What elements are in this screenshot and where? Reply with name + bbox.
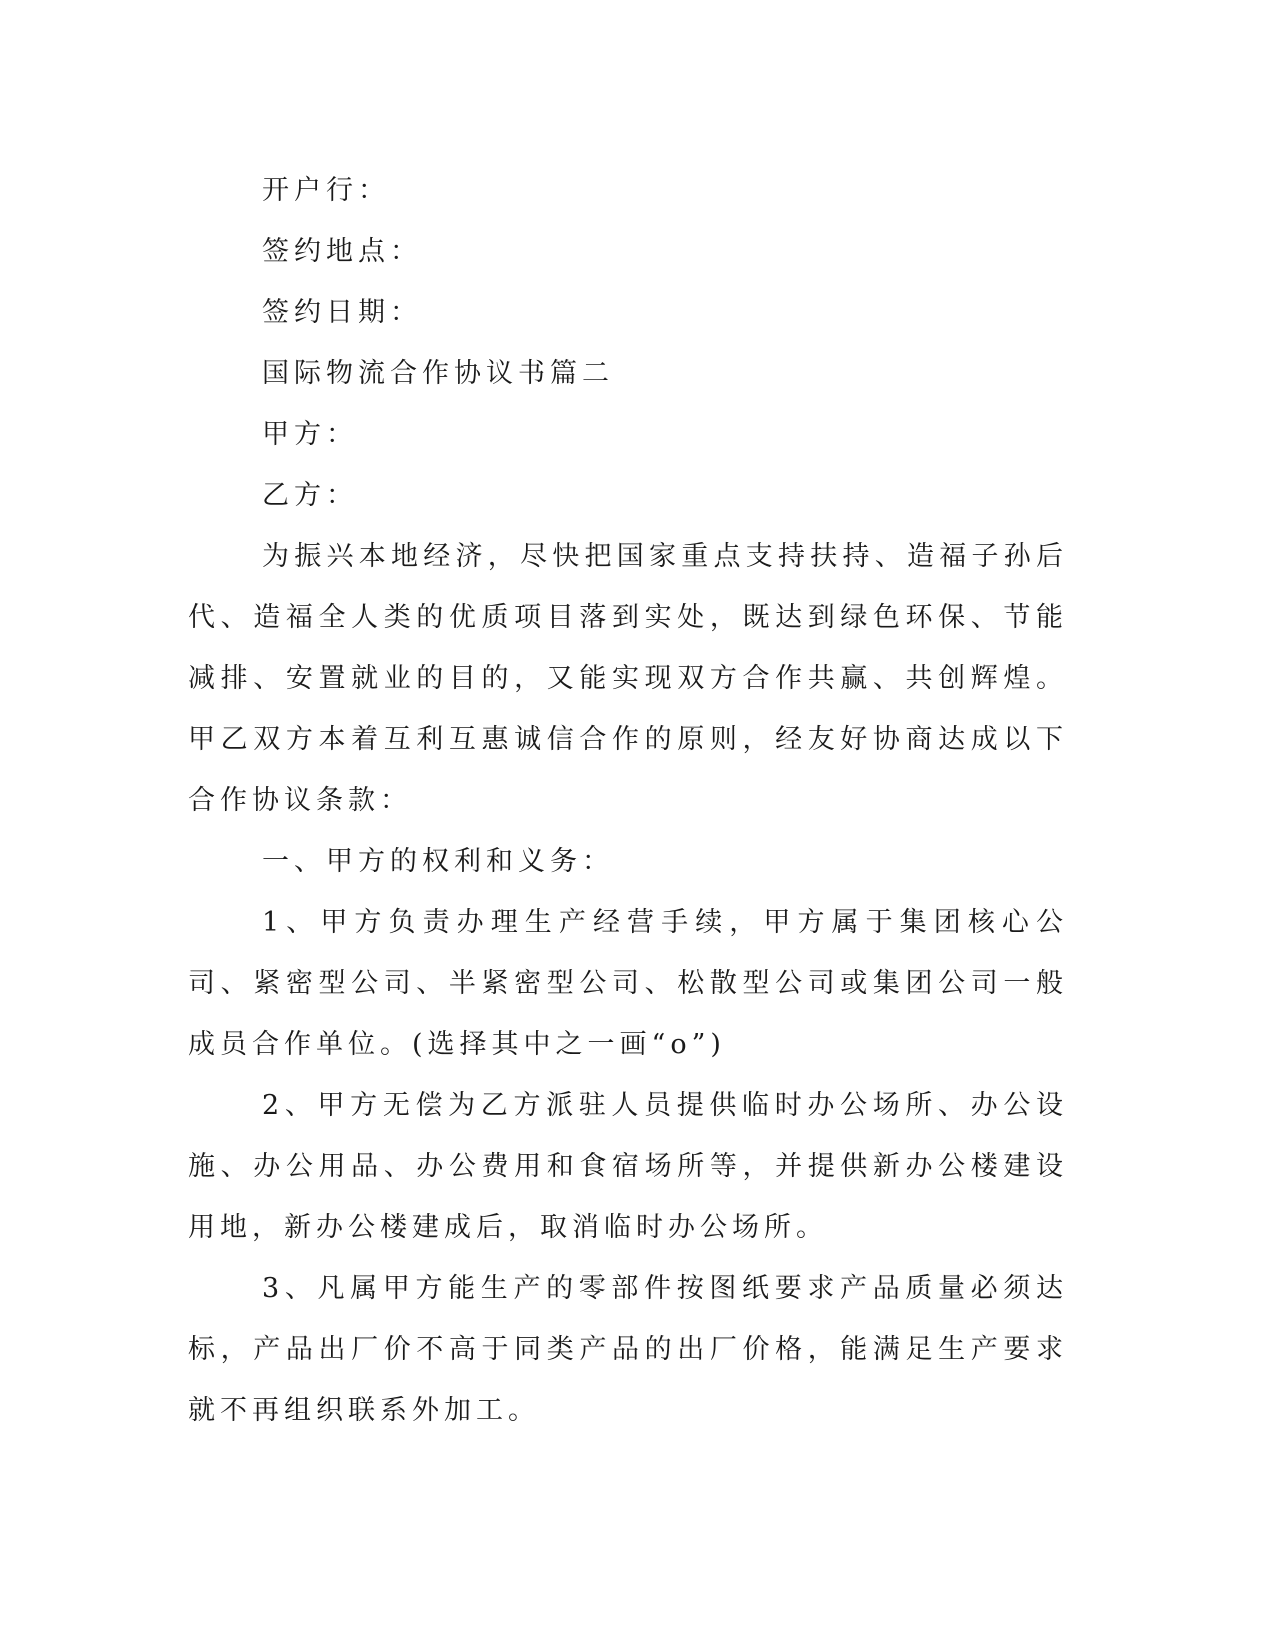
party-a-label: 甲方：	[262, 419, 358, 450]
sign-date-field-label: 签约日期：	[262, 297, 422, 328]
clause-1: 1、甲方负责办理生产经营手续，甲方属于集团核心公司、紧密型公司、半紧密型公司、松散型公司或集团公司一般成员合作单位。(选择其中之一画“o”)	[188, 907, 1068, 1060]
clause-3: 3、凡属甲方能生产的零部件按图纸要求产品质量必须达标，产品出厂价不高于同类产品的出厂价格，能满足生产要求就不再组织联系外加工。	[188, 1273, 1068, 1426]
clause-2: 2、甲方无偿为乙方派驻人员提供临时办公场所、办公设施、办公用品、办公费用和食宿场所等，并提供新办公楼建设用地，新办公楼建成后，取消临时办公场所。	[188, 1090, 1068, 1243]
party-b-label: 乙方：	[262, 480, 358, 511]
section-title: 国际物流合作协议书篇二	[262, 358, 614, 389]
section-heading-party-a-rights: 一、甲方的权利和义务：	[262, 846, 614, 877]
preamble-paragraph: 为振兴本地经济，尽快把国家重点支持扶持、造福子孙后代、造福全人类的优质项目落到实处，既达到绿色环保、节能减排、安置就业的目的，又能实现双方合作共赢、共创辉煌。甲乙双方本着互利互惠诚信合作的原则，经友好协商达成以下合作协议条款：	[188, 541, 1068, 816]
document-body	[188, 160, 1068, 1441]
sign-place-field-label: 签约地点：	[262, 236, 422, 267]
bank-field-label: 开户行：	[262, 175, 390, 206]
